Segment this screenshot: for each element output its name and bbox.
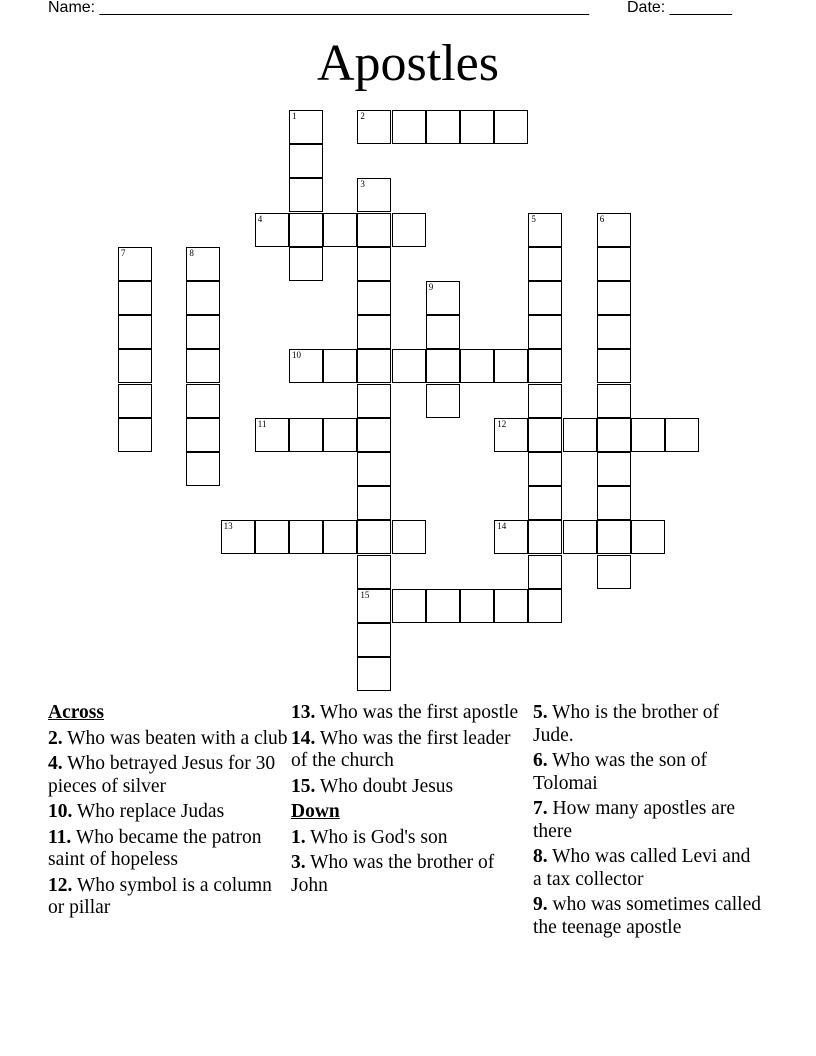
grid-cell[interactable] xyxy=(392,213,426,247)
down-clue xyxy=(533,846,763,891)
date-field[interactable]: Date: _______ xyxy=(627,0,732,16)
grid-cell[interactable] xyxy=(357,589,391,623)
clue-number-label: 1 xyxy=(292,111,297,121)
grid-cell[interactable] xyxy=(118,349,152,383)
grid-cell[interactable] xyxy=(597,247,631,281)
grid-cell[interactable] xyxy=(563,520,597,554)
clue-number: 11. xyxy=(48,826,72,848)
grid-cell[interactable] xyxy=(597,555,631,589)
grid-cell[interactable] xyxy=(426,589,460,623)
across-clue xyxy=(291,776,531,799)
grid-cell[interactable] xyxy=(357,178,391,212)
grid-cell[interactable] xyxy=(289,418,323,452)
grid-cell[interactable] xyxy=(528,520,562,554)
grid-cell[interactable] xyxy=(186,418,220,452)
clue-number-label: 13 xyxy=(223,521,233,532)
name-field[interactable]: Name: _______________________________________________________ xyxy=(48,0,589,16)
clue-number-label: 7 xyxy=(121,247,126,258)
clue-number-label: 8 xyxy=(189,247,194,258)
clue-column-3 xyxy=(533,702,763,942)
across-clue xyxy=(291,702,531,725)
grid-cell[interactable] xyxy=(528,452,562,486)
grid-cell[interactable] xyxy=(494,418,528,452)
grid-cell[interactable] xyxy=(289,178,323,212)
grid-cell[interactable] xyxy=(528,349,562,383)
clue-number-label: 4 xyxy=(257,213,263,224)
grid-cell[interactable] xyxy=(186,315,220,349)
grid-cell[interactable] xyxy=(323,520,357,554)
grid-cell[interactable] xyxy=(255,418,289,452)
grid-cell[interactable] xyxy=(357,418,391,452)
down-clue xyxy=(291,852,531,897)
grid-cell[interactable] xyxy=(186,281,220,315)
down-heading: Down xyxy=(291,801,340,822)
grid-cell[interactable] xyxy=(289,247,323,281)
grid-cell[interactable] xyxy=(357,486,391,520)
clue-number: 10. xyxy=(48,801,73,822)
grid-cell[interactable] xyxy=(255,520,289,554)
clue-column-1 xyxy=(48,702,288,923)
grid-cell[interactable] xyxy=(289,213,323,247)
clue-text: Who doubt Jesus xyxy=(319,775,454,797)
clue-column-2 xyxy=(291,702,531,900)
clue-number: 8. xyxy=(533,846,548,867)
grid-cell[interactable] xyxy=(563,418,597,452)
grid-cell[interactable] xyxy=(426,110,460,144)
grid-cell[interactable] xyxy=(528,486,562,520)
down-clue xyxy=(533,750,763,795)
grid-cell[interactable] xyxy=(494,110,528,144)
clue-text: Who was the son of Tolomai xyxy=(533,750,708,794)
grid-cell[interactable] xyxy=(597,520,631,554)
down-clue xyxy=(291,827,531,850)
clue-text: Who is the brother of Jude. xyxy=(533,702,719,746)
grid-cell[interactable] xyxy=(357,213,391,247)
grid-cell[interactable] xyxy=(494,349,528,383)
clue-number-label: 2 xyxy=(360,111,365,121)
clue-number: 5. xyxy=(533,702,548,723)
clue-number: 14. xyxy=(291,727,316,749)
down-clue xyxy=(533,798,763,843)
grid-cell[interactable] xyxy=(528,213,562,247)
clue-text: Who was the first apostle xyxy=(319,702,519,723)
clue-number-label: 14 xyxy=(497,521,507,532)
grid-cell[interactable] xyxy=(392,349,426,383)
puzzle-title: Apostles xyxy=(317,35,499,92)
clue-number-label: 5 xyxy=(531,213,536,224)
grid-cell[interactable] xyxy=(357,281,391,315)
clue-number-label: 9 xyxy=(428,282,434,292)
across-clue xyxy=(291,728,531,773)
grid-cell[interactable] xyxy=(392,110,426,144)
grid-cell[interactable] xyxy=(597,452,631,486)
clue-text: Who replace Judas xyxy=(76,801,225,822)
clue-text: Who was the brother of John xyxy=(291,852,495,896)
grid-cell[interactable] xyxy=(528,418,562,452)
clue-text: who was sometimes called the teenage apostle xyxy=(533,894,761,938)
across-clue xyxy=(48,728,288,751)
clue-number: 15. xyxy=(291,775,316,797)
grid-cell[interactable] xyxy=(221,520,255,554)
clue-number: 1. xyxy=(291,826,306,848)
clue-number-label: 3 xyxy=(360,179,365,190)
grid-cell[interactable] xyxy=(528,315,562,349)
grid-cell[interactable] xyxy=(357,110,391,144)
grid-cell[interactable] xyxy=(357,384,391,418)
grid-cell[interactable] xyxy=(528,281,562,315)
grid-cell[interactable] xyxy=(255,213,289,247)
grid-cell[interactable] xyxy=(426,349,460,383)
grid-cell[interactable] xyxy=(460,110,494,144)
clue-number: 6. xyxy=(533,750,548,771)
grid-cell[interactable] xyxy=(426,384,460,418)
clue-text: Who became the patron saint of hopeless xyxy=(48,826,262,870)
grid-cell[interactable] xyxy=(357,452,391,486)
across-clue xyxy=(48,753,288,798)
grid-cell[interactable] xyxy=(392,520,426,554)
grid-cell[interactable] xyxy=(597,213,631,247)
clue-number-label: 15 xyxy=(360,589,370,600)
grid-cell[interactable] xyxy=(118,247,152,281)
grid-cell[interactable] xyxy=(528,384,562,418)
grid-cell[interactable] xyxy=(357,555,391,589)
grid-cell[interactable] xyxy=(323,213,357,247)
clue-text: Who was the first leader of the church xyxy=(291,727,511,771)
clue-number: 12. xyxy=(48,874,73,896)
clue-text: Who is God's son xyxy=(310,826,448,848)
grid-cell[interactable] xyxy=(597,486,631,520)
grid-cell[interactable] xyxy=(118,384,152,418)
grid-cell[interactable] xyxy=(426,315,460,349)
grid-cell[interactable] xyxy=(357,247,391,281)
clue-number-label: 11 xyxy=(257,418,267,429)
grid-cell[interactable] xyxy=(357,315,391,349)
clue-number-label: 6 xyxy=(599,213,605,224)
clue-number: 2. xyxy=(48,727,63,749)
grid-cell[interactable] xyxy=(289,144,323,178)
across-clue xyxy=(48,827,288,872)
grid-cell[interactable] xyxy=(665,418,699,452)
grid-cell[interactable] xyxy=(289,349,323,383)
down-clue xyxy=(533,894,763,939)
clue-text: Who was called Levi and a tax collector xyxy=(533,846,751,890)
grid-cell[interactable] xyxy=(118,315,152,349)
grid-cell[interactable] xyxy=(460,349,494,383)
grid-cell[interactable] xyxy=(528,589,562,623)
clue-text: Who symbol is a column or pillar xyxy=(48,874,272,918)
clue-number: 4. xyxy=(48,753,63,774)
clue-number-label: 12 xyxy=(497,418,507,429)
grid-cell[interactable] xyxy=(597,315,631,349)
across-clue xyxy=(48,801,288,824)
grid-cell[interactable] xyxy=(597,418,631,452)
grid-cell[interactable] xyxy=(392,589,426,623)
grid-cell[interactable] xyxy=(289,110,323,144)
grid-cell[interactable] xyxy=(494,589,528,623)
grid-cell[interactable] xyxy=(528,247,562,281)
clue-number: 3. xyxy=(291,852,306,873)
grid-cell[interactable] xyxy=(186,349,220,383)
clue-text: How many apostles are there xyxy=(533,798,735,842)
grid-cell[interactable] xyxy=(631,520,665,554)
clue-number: 7. xyxy=(533,798,548,819)
across-clue xyxy=(48,875,288,920)
grid-cell[interactable] xyxy=(597,281,631,315)
grid-cell[interactable] xyxy=(186,452,220,486)
grid-cell[interactable] xyxy=(631,418,665,452)
grid-cell[interactable] xyxy=(357,657,391,691)
grid-cell[interactable] xyxy=(323,418,357,452)
clue-text: Who was beaten with a club xyxy=(67,727,288,749)
grid-cell[interactable] xyxy=(186,384,220,418)
grid-cell[interactable] xyxy=(597,384,631,418)
grid-cell[interactable] xyxy=(118,281,152,315)
grid-cell[interactable] xyxy=(460,589,494,623)
across-heading: Across xyxy=(48,702,104,723)
grid-cell[interactable] xyxy=(186,247,220,281)
grid-cell[interactable] xyxy=(528,555,562,589)
grid-cell[interactable] xyxy=(323,349,357,383)
grid-cell[interactable] xyxy=(289,520,323,554)
grid-cell[interactable] xyxy=(426,281,460,315)
clue-number: 13. xyxy=(291,702,316,723)
down-clue xyxy=(533,702,763,747)
clue-number-label: 10 xyxy=(292,350,301,361)
grid-cell[interactable] xyxy=(357,520,391,554)
grid-cell[interactable] xyxy=(357,349,391,383)
grid-cell[interactable] xyxy=(597,349,631,383)
grid-cell[interactable] xyxy=(494,520,528,554)
grid-cell[interactable] xyxy=(118,418,152,452)
clue-text: Who betrayed Jesus for 30 pieces of silver xyxy=(48,753,276,797)
grid-cell[interactable] xyxy=(357,623,391,657)
clue-number: 9. xyxy=(533,894,548,915)
